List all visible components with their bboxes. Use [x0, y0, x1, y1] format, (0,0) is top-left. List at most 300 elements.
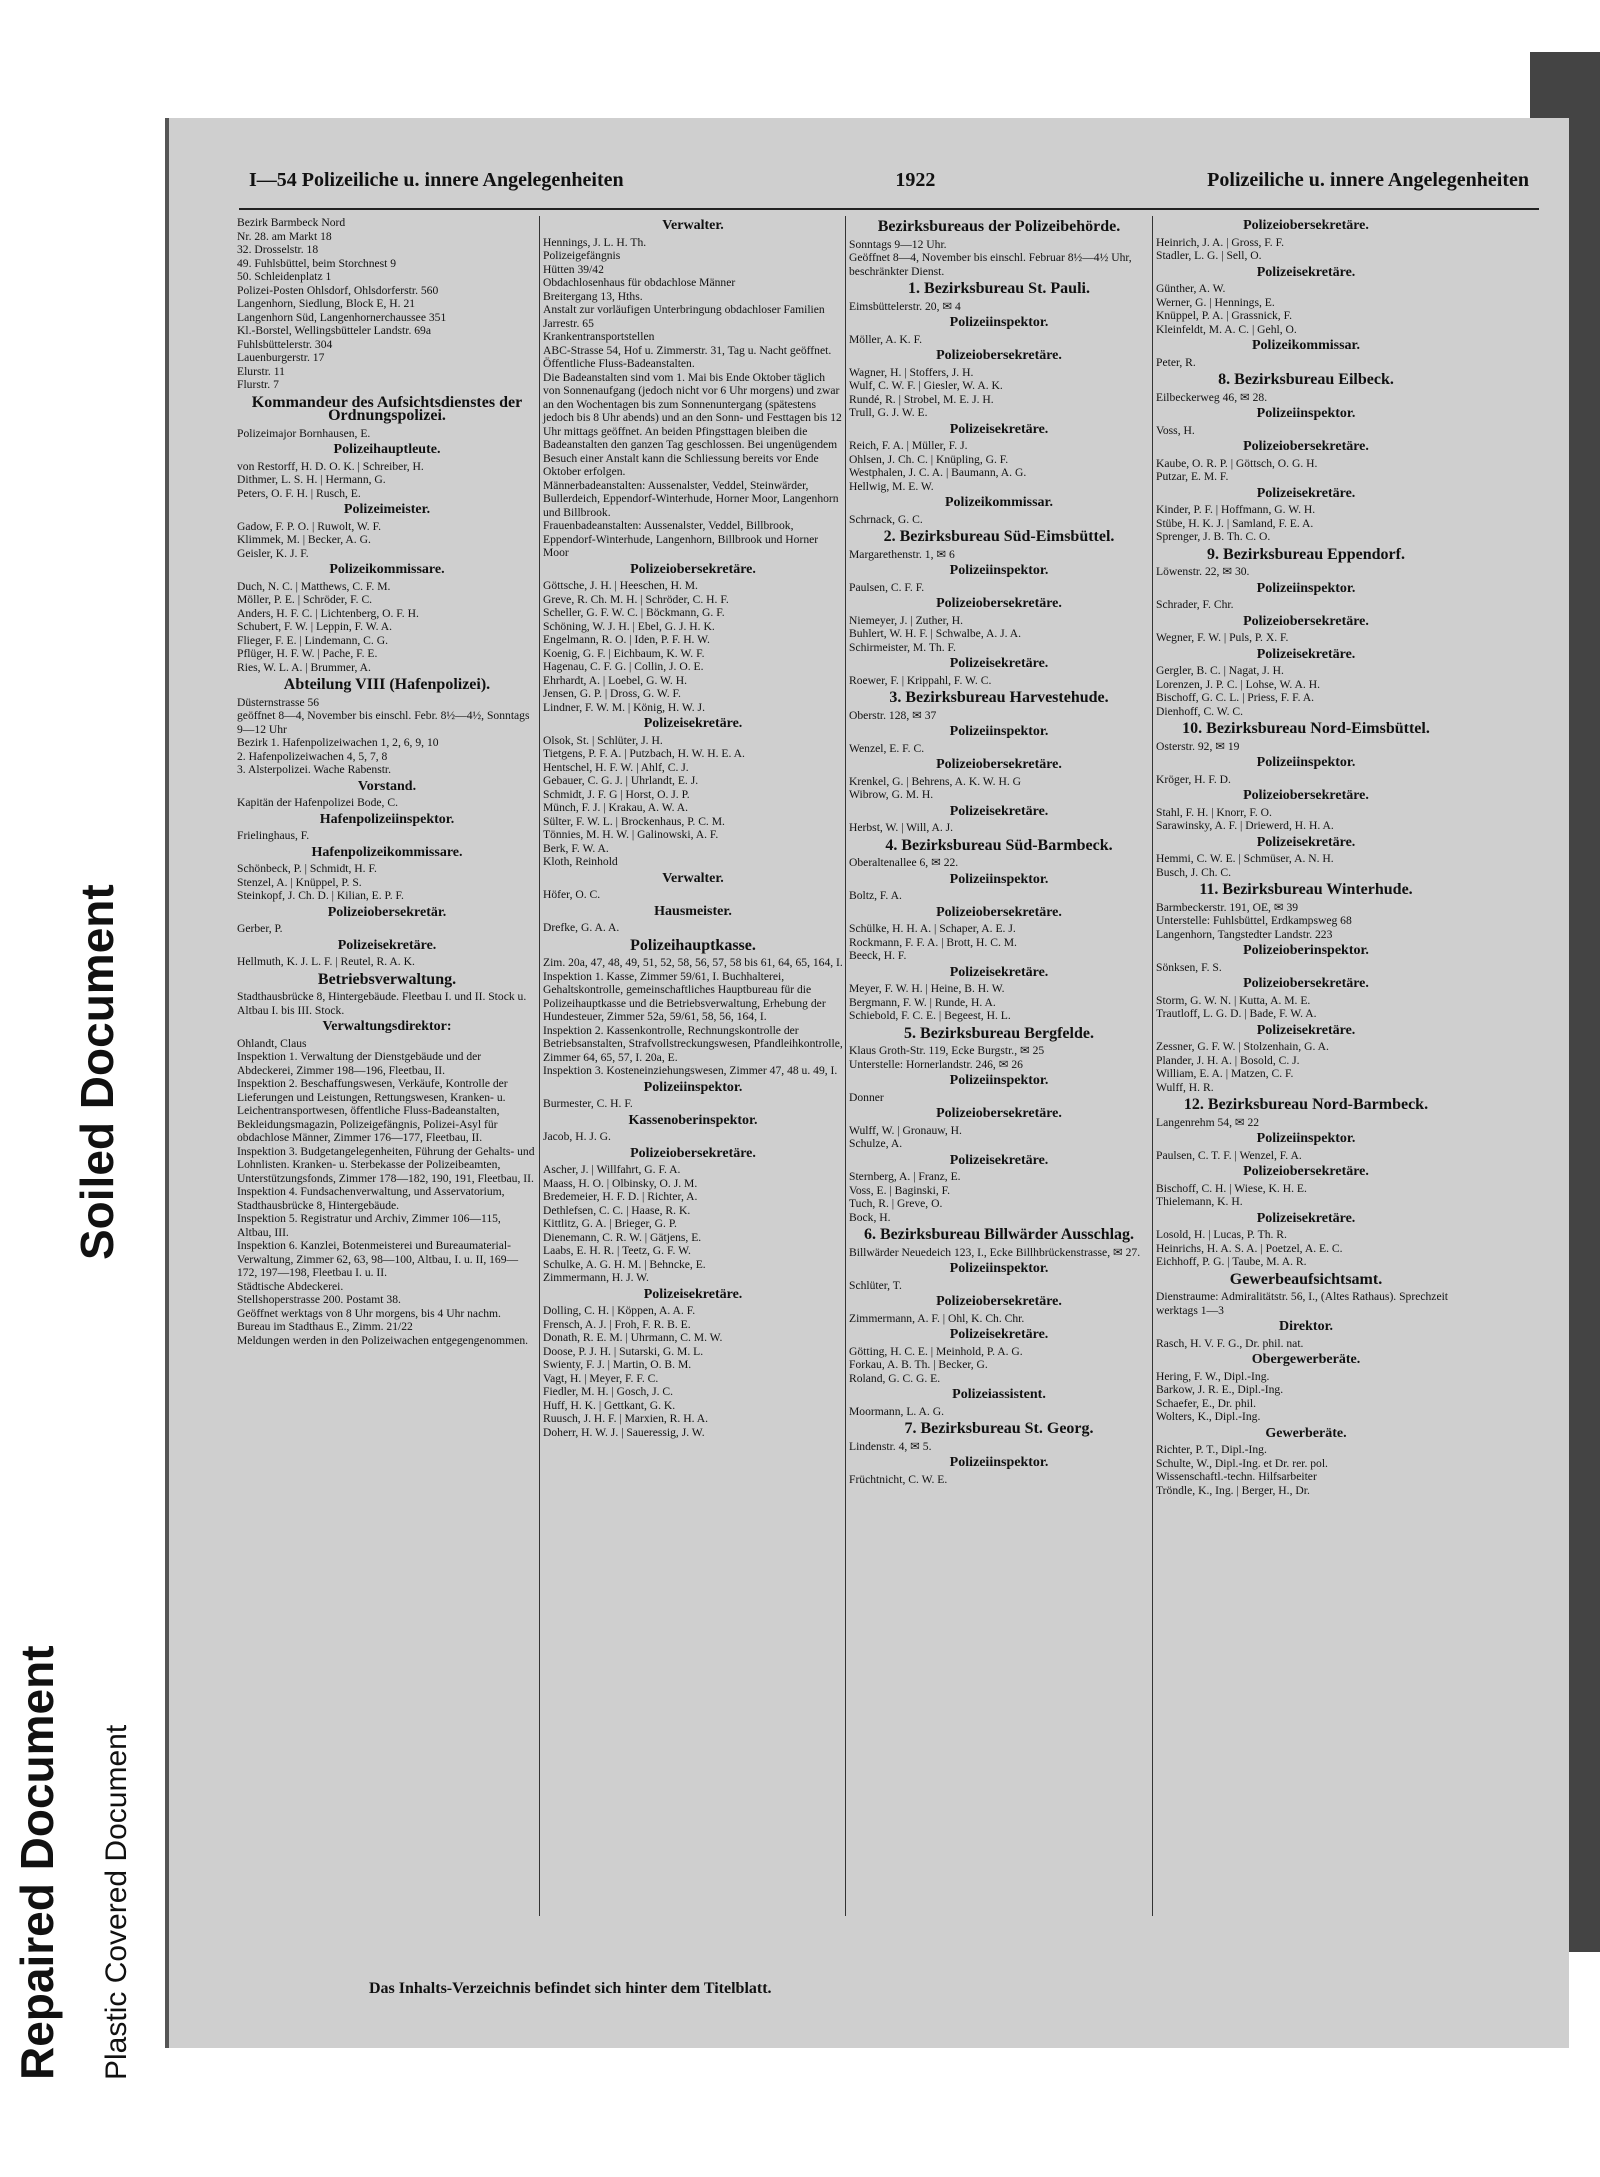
paragraph: Geöffnet 8—4, November bis einschl. Februar 8½—4½ Uhr, beschränkter Dienst.	[849, 251, 1132, 278]
subsection-heading: Polizeisekretäre.	[949, 421, 1049, 437]
list-item: Öffentliche Fluss-Badeanstalten.	[543, 357, 695, 370]
paragraph: Meldungen werden in den Polizeiwachen entgegengenommen.	[237, 1333, 529, 1347]
list-item: Düsternstrasse 56	[237, 695, 320, 709]
list-item: Schöning, W. J. H. | Ebel, G. J. H. K.	[543, 619, 715, 633]
subsection-heading: Vorstand.	[357, 778, 417, 794]
list-item: Scheller, G. F. W. C. | Böckmann, G. F.	[543, 606, 725, 619]
list-item: Oberstr. 128, ✉ 37	[849, 708, 937, 722]
list-item: Göttsche, J. H. | Heeschen, H. M.	[543, 579, 698, 592]
list-item: Schmidt, J. F. G | Horst, O. J. P.	[543, 787, 690, 801]
list-item: Huff, H. K. | Gettkant, G. K.	[543, 1398, 676, 1412]
list-item: Krankentransportstellen	[543, 330, 655, 343]
list-item: Kleinfeldt, M. A. C. | Gehl, O.	[1156, 322, 1297, 336]
subsection-heading: Polizeiobersekretäre.	[1243, 788, 1369, 803]
list-item: Bischoff, G. C. L. | Priess, F. F. A.	[1156, 691, 1315, 704]
list-item: Reich, F. A. | Müller, F. J.	[849, 439, 968, 452]
list-item: Anders, H. F. C. | Lichtenberg, O. F. H.	[237, 606, 419, 620]
paragraph: Frauenbadeanstalten: Aussenalster, Veddel, Billbrook, Eppendorf-Winterhude, Langenhorn, Billbrook und Horner Moor	[543, 519, 819, 559]
subsection-heading: Verwaltungsdirektor:	[322, 1019, 452, 1034]
list-item: Ohlandt, Claus	[237, 1036, 307, 1050]
list-item: Barmbeckerstr. 191, OE, ✉ 39	[1156, 900, 1299, 914]
subsection-heading: Hafenpolizeikommissare.	[311, 844, 463, 860]
subsection-heading: Polizeiassistent.	[952, 1387, 1046, 1402]
paragraph: Die Badeanstalten sind vom 1. Mai bis Ende Oktober täglich von Sonnenaufgang (jedoch nicht vor 6 Uhr morgens) und zwar an den Wochentagen bis zum Sonnenuntergang (spätestens jedoch bis 8 Uhr abends) und an den Sonn- und Festtagen bis 12 Uhr mittags geöffnet. An beiden Pfingsttagen bleiben die Badeanstalten den ganzen Tag geschlossen. Bei ungenügendem Besuch einer Anstalt kann die Schliessung bereits vor Ende Oktober erfolgen.	[543, 370, 842, 478]
subsection-heading: Verwalter.	[662, 870, 724, 886]
section-heading: 1. Bezirksbureau St. Pauli.	[908, 280, 1090, 297]
list-item: Koenig, G. F. | Eichbaum, K. W. F.	[543, 646, 705, 660]
list-item: Stübe, H. K. J. | Samland, F. E. A.	[1156, 516, 1314, 530]
list-item: Frielinghaus, F.	[237, 829, 310, 842]
list-item: Heinrich, J. A. | Gross, F. F.	[1156, 235, 1284, 249]
list-item: Nr. 28. am Markt 18	[237, 229, 332, 243]
list-item: Bredemeier, H. F. D. | Richter, A.	[543, 1190, 698, 1203]
subsection-heading: Polizeiinspektor.	[949, 871, 1049, 887]
subsection-heading: Polizeiinspektor.	[949, 724, 1049, 739]
list-item: William, E. A. | Matzen, C. F.	[1156, 1067, 1294, 1080]
section-heading: Kommandeur des Aufsichtsdienstes der Ordnungspolizei.	[251, 393, 523, 424]
subsection-heading: Polizeiobersekretäre.	[936, 348, 1062, 363]
repaired-label: Repaired Document	[11, 1645, 63, 2080]
list-item: Sülter, F. W. L. | Brockenhaus, P. C. M.	[543, 814, 725, 828]
list-item: Barkow, J. R. E., Dipl.-Ing.	[1156, 1383, 1284, 1396]
page-header	[249, 160, 1529, 200]
list-item: Bezirk Barmbeck Nord	[237, 216, 346, 229]
list-item: Roland, G. C. G. E.	[849, 1371, 941, 1385]
subsection-heading: Polizeiobersekretäre.	[936, 757, 1062, 772]
list-item: Ascher, J. | Willfahrt, G. F. A.	[543, 1163, 681, 1176]
paragraph: geöffnet 8—4, November bis einschl. Febr. 8½—4½, Sonntags 9—12 Uhr	[237, 709, 530, 736]
list-item: Hellmuth, K. J. L. F. | Reutel, R. A. K.	[237, 955, 415, 968]
paragraph: Inspektion 2. Beschaffungswesen, Verkäufe, Kontrolle der Lieferungen und Leistungen, Rettungswesen, Kranken- u. Leichentransportwesen, öffentliche Fluss-Badeanstalten, Bekleidungsmagazin, Polizeigefängnis, Polizei-Asyl für obdachlose Männer, Zimmer 176—177, Fleetbau, II.	[237, 1077, 508, 1144]
subsection-heading: Polizeikommissar.	[1252, 338, 1360, 353]
subsection-heading: Obergewerberäte.	[1251, 1352, 1361, 1367]
list-item: Sarawinsky, A. F. | Driewerd, H. H. A.	[1156, 819, 1334, 832]
list-item: Peter, R.	[1156, 355, 1196, 369]
list-item: Berk, F. W. A.	[543, 841, 609, 855]
list-item: Wolters, K., Dipl.-Ing.	[1156, 1410, 1261, 1423]
list-item: Jensen, G. P. | Dross, G. W. F.	[543, 687, 681, 700]
list-item: Pflüger, H. F. W. | Pache, F. E.	[237, 647, 378, 660]
column-1	[237, 216, 537, 1347]
subsection-heading: Direktor.	[1278, 1319, 1334, 1334]
list-item: Paulsen, C. F. F.	[849, 580, 925, 594]
list-item: Schubert, F. W. | Leppin, F. W. A.	[237, 620, 393, 633]
list-item: Oberaltenallee 6, ✉ 22.	[849, 856, 959, 869]
list-item: Schulze, A.	[849, 1137, 903, 1150]
section-heading: Betriebsverwaltung.	[317, 970, 457, 988]
column-3	[849, 216, 1149, 1486]
subsection-heading: Polizeisekretäre.	[643, 1286, 743, 1302]
list-item: Obdachlosenhaus für obdachlose Männer	[543, 276, 736, 289]
list-item: 49. Fuhlsbüttel, beim Storchnest 9	[237, 256, 397, 270]
subsection-heading: Polizeisekretäre.	[643, 716, 743, 731]
list-item: Unterstelle: Hornerlandstr. 246, ✉ 26	[849, 1057, 1023, 1071]
list-item: Niemeyer, J. | Zuther, H.	[849, 613, 964, 627]
list-item: Donner	[849, 1090, 884, 1104]
list-item: Schülke, H. H. A. | Schaper, A. E. J.	[849, 922, 1016, 935]
list-item: Schaefer, E., Dr. phil.	[1156, 1396, 1256, 1410]
list-item: Krenkel, G. | Behrens, A. K. W. H. G	[849, 774, 1022, 788]
list-item: Tröndle, K., Ing. | Berger, H., Dr.	[1156, 1483, 1310, 1497]
list-item: Höfer, O. C.	[543, 888, 601, 901]
paragraph: Inspektion 4. Fundsachenverwaltung, und Asservatorium, Stadthausbrücke 8, Hintergebäude.	[237, 1185, 505, 1212]
list-item: Vagt, H. | Meyer, F. F. C.	[543, 1371, 659, 1385]
subsection-heading: Verwalter.	[662, 218, 724, 233]
list-item: Langenrehm 54, ✉ 22	[1156, 1115, 1260, 1129]
list-item: Ohlsen, J. Ch. C. | Knüpling, G. F.	[849, 452, 1009, 466]
list-item: Trautloff, L. G. D. | Bade, F. W. A.	[1156, 1007, 1317, 1020]
soiled-label: Soiled Document	[71, 884, 123, 1260]
list-item: Sternberg, A. | Franz, E.	[849, 1170, 961, 1183]
list-item: Geisler, K. J. F.	[237, 546, 309, 560]
list-item: Kl.-Borstel, Wellingsbütteler Landstr. 69a	[237, 324, 431, 337]
paragraph: Männerbadeanstalten: Aussenalster, Veddel, Steinwärder, Bullerdeich, Eppendorf-Winterhude, Horner Moor, Langenhorn und Billbrook.	[543, 478, 839, 519]
subsection-heading: Polizeiinspektor.	[949, 1073, 1049, 1088]
subsection-heading: Polizeiobersekretäre.	[1243, 976, 1369, 991]
subsection-heading: Polizeikommissar.	[945, 495, 1053, 510]
list-item: Flurstr. 7	[237, 378, 279, 391]
section-heading: Polizeihauptkasse.	[630, 936, 756, 954]
list-item: Laabs, E. H. R. | Teetz, G. F. W.	[543, 1244, 691, 1257]
list-item: Engelmann, R. O. | Iden, P. F. H. W.	[543, 633, 710, 646]
list-item: Tietgens, P. F. A. | Putzbach, H. W. H. E. A.	[543, 747, 745, 760]
list-item: Kapitän der Hafenpolizei Bode, C.	[237, 796, 398, 809]
list-item: Städtische Abdeckerei.	[237, 1279, 344, 1293]
subsection-heading: Polizeiobersekretäre.	[1243, 613, 1369, 629]
subsection-heading: Polizeihauptleute.	[333, 442, 441, 457]
list-item: Wulf, C. W. F. | Giesler, W. A. K.	[849, 379, 1003, 392]
list-item: Schrader, F. Chr.	[1156, 598, 1234, 611]
section-heading: 3. Bezirksbureau Harvestehude.	[889, 689, 1109, 706]
list-item: Hagenau, C. F. G. | Collin, J. O. E.	[543, 660, 704, 673]
subsection-heading: Hafenpolizeiinspektor.	[319, 811, 455, 827]
list-item: Polizei-Posten Ohlsdorf, Ohlsdorferstr. 560	[237, 283, 439, 297]
subsection-heading: Polizeiinspektor.	[1256, 406, 1356, 421]
list-item: 2. Hafenpolizeiwachen 4, 5, 7, 8	[237, 749, 388, 763]
header-right: Polizeiliche u. innere Angelegenheiten	[1207, 168, 1529, 191]
list-item: Roewer, F. | Krippahl, F. W. C.	[849, 673, 992, 687]
list-item: Ruusch, J. H. F. | Marxien, R. H. A.	[543, 1412, 708, 1425]
list-item: Jarrestr. 65	[543, 316, 594, 330]
section-heading: 11. Bezirksbureau Winterhude.	[1199, 881, 1413, 898]
list-item: Schirmeister, M. Th. F.	[849, 640, 956, 654]
paragraph: Inspektion 6. Kanzlei, Botenmeisterei und Bureaumaterial-Verwaltung, Zimmer 62, 63, 98—100, Altbau, I. u. II, 169—172, 197—198, Fleetbau I. u. II.	[237, 1239, 519, 1279]
paragraph: Stadthausbrücke 8, Hintergebäude. Fleetbau I. und II. Stock u. Altbau I. bis III. Stock.	[237, 990, 527, 1017]
list-item: Boltz, F. A.	[849, 889, 902, 902]
list-item: Hennings, J. L. H. Th.	[543, 235, 647, 249]
list-item: Wegner, F. W. | Puls, P. X. F.	[1156, 631, 1289, 644]
list-item: Burmester, C. H. F.	[543, 1097, 633, 1110]
paragraph: ABC-Strasse 54, Hof u. Zimmerstr. 31, Tag u. Nacht geöffnet.	[543, 343, 832, 357]
column-divider	[1152, 216, 1153, 1916]
list-item: Frensch, A. J. | Froh, F. R. B. E.	[543, 1317, 691, 1331]
subsection-heading: Polizeiinspektor.	[1256, 1131, 1356, 1146]
list-item: Schrnack, G. C.	[849, 512, 923, 526]
subsection-heading: Polizeiinspektor.	[949, 563, 1049, 578]
list-item: Stellshoperstrasse 200. Postamt 38.	[237, 1293, 401, 1306]
section-heading: 10. Bezirksbureau Nord-Eimsbüttel.	[1182, 720, 1430, 737]
column-4	[1156, 216, 1456, 1497]
list-item: Klimmek, M. | Becker, A. G.	[237, 533, 371, 546]
subsection-heading: Polizeiinspektor.	[949, 1455, 1049, 1470]
list-item: Hemmi, C. W. E. | Schmüser, A. N. H.	[1156, 852, 1334, 865]
list-item: Westphalen, J. C. A. | Baumann, A. G.	[849, 466, 1027, 479]
subsection-heading: Polizeisekretäre.	[1256, 646, 1356, 662]
list-item: Meyer, F. W. H. | Heine, B. H. W.	[849, 982, 1005, 995]
subsection-heading: Polizeiobersekretäre.	[630, 561, 756, 577]
list-item: Gadow, F. P. O. | Ruwolt, W. F.	[237, 519, 382, 533]
list-item: Moormann, L. A. G.	[849, 1404, 944, 1418]
subsection-heading: Polizeiinspektor.	[1256, 755, 1356, 770]
list-item: Dethlefsen, C. C. | Haase, R. K.	[543, 1203, 691, 1217]
list-item: Duch, N. C. | Matthews, C. F. M.	[237, 579, 391, 593]
list-item: Polizeigefängnis	[543, 249, 621, 262]
subsection-heading: Polizeisekretäre.	[1256, 1210, 1356, 1226]
list-item: Herbst, W. | Will, A. J.	[849, 821, 954, 834]
section-heading: 8. Bezirksbureau Eilbeck.	[1218, 371, 1394, 388]
list-item: Margarethenstr. 1, ✉ 6	[849, 547, 955, 561]
subsection-heading: Polizeiobersekretäre.	[1243, 439, 1369, 454]
subsection-heading: Polizeiobersekretäre.	[936, 1106, 1062, 1121]
list-item: Sonntags 9—12 Uhr.	[849, 237, 947, 251]
list-item: Wissenschaftl.-techn. Hilfsarbeiter	[1156, 1470, 1317, 1483]
list-item: Zimmermann, H. J. W.	[543, 1271, 649, 1284]
paragraph: Inspektion 3. Budgetangelegenheiten, Führung der Gehalts- und Lohnlisten. Kranken- u. Sterbekasse der Polizeibeamten, Unterstützungsfonds, Zimmer 178—182, 190, 191, Fleetbau, II.	[237, 1144, 535, 1185]
list-item: Jacob, H. J. G.	[543, 1130, 611, 1143]
list-item: Schulke, A. G. H. M. | Behncke, E.	[543, 1257, 706, 1271]
list-item: Lauenburgerstr. 17	[237, 351, 325, 364]
subsection-heading: Polizeiobersekretäre.	[1243, 218, 1369, 233]
subsection-heading: Polizeiinspektor.	[949, 315, 1049, 330]
subsection-heading: Polizeisekretäre.	[949, 964, 1049, 980]
paragraph: Inspektion 2. Kassenkontrolle, Rechnungskontrolle der Betriebsanstalten, Strafvollstreckungswesen, Pfandleihkontrolle, Zimmer 64, 65, 57, I. 20a, E.	[543, 1023, 843, 1064]
list-item: Wibrow, G. M. H.	[849, 788, 934, 801]
list-item: Osterstr. 92, ✉ 19	[1156, 739, 1240, 753]
list-item: Putzar, E. M. F.	[1156, 470, 1229, 483]
list-item: Polizeimajor Bornhausen, E.	[237, 426, 371, 440]
list-item: Kinder, P. F. | Hoffmann, G. W. H.	[1156, 503, 1316, 516]
list-item: Bergmann, F. W. | Runde, H. A.	[849, 995, 996, 1009]
list-item: Busch, J. Ch. C.	[1156, 865, 1232, 879]
list-item: Unterstelle: Fuhlsbüttel, Erdkampsweg 68	[1156, 914, 1352, 927]
list-item: Richter, P. T., Dipl.-Ing.	[1156, 1443, 1267, 1456]
list-item: Tuch, R. | Greve, O.	[849, 1197, 943, 1210]
paragraph: Geöffnet werktags von 8 Uhr morgens, bis 4 Uhr nachm. Bureau im Stadthaus E., Zimm. 21/22	[237, 1306, 501, 1333]
list-item: Rundé, R. | Strobel, M. E. J. H.	[849, 392, 994, 406]
list-item: Götting, H. C. E. | Meinhold, P. A. G.	[849, 1344, 1023, 1358]
list-item: Dolling, C. H. | Köppen, A. A. F.	[543, 1304, 696, 1317]
list-item: Dithmer, L. S. H. | Hermann, G.	[237, 473, 386, 486]
subsection-heading: Polizeiobersekretäre.	[936, 596, 1062, 611]
paragraph: Inspektion 1. Kasse, Zimmer 59/61, I. Buchhalterei, Gehaltskontrolle, gemeinschaftliches Hauptbureau für die Polizeihauptkasse und die Betriebsverwaltung, Erhebung der Hundesteuer, Zimmer 52a, 59/61, 58, 56, 164, I.	[543, 969, 826, 1023]
subsection-heading: Polizeisekretäre.	[949, 1327, 1049, 1342]
list-item: Eilbeckerweg 46, ✉ 28.	[1156, 390, 1268, 404]
list-item: Tönnies, M. H. W. | Galinowski, A. F.	[543, 828, 719, 841]
list-item: Breitergang 13, Hths.	[543, 289, 643, 303]
list-item: Rasch, H. V. F. G., Dr. phil. nat.	[1156, 1336, 1304, 1350]
list-item: Schiebold, F. C. E. | Begeest, H. L.	[849, 1009, 1011, 1022]
subsection-heading: Hausmeister.	[654, 903, 732, 919]
list-item: Bezirk 1. Hafenpolizeiwachen 1, 2, 6, 9, 10	[237, 736, 439, 749]
list-item: Rockmann, F. F. A. | Brott, H. C. M.	[849, 935, 1017, 949]
header-year: 1922	[895, 168, 936, 191]
list-item: Möller, P. E. | Schröder, F. C.	[237, 593, 373, 606]
list-item: Voss, E. | Baginski, F.	[849, 1183, 951, 1197]
column-2	[543, 216, 843, 1439]
subsection-heading: Kassenoberinspektor.	[628, 1112, 758, 1128]
list-item: Zimmermann, A. F. | Ohl, K. Ch. Chr.	[849, 1311, 1025, 1325]
list-item: Drefke, G. A. A.	[543, 921, 620, 934]
list-item: Beeck, H. F.	[849, 949, 907, 962]
paragraph: Dienstraume: Admiralitätstr. 56, I., (Altes Rathaus). Sprechzeit werktags 1—3	[1156, 1290, 1449, 1317]
column-divider	[845, 216, 846, 1916]
column-divider	[539, 216, 540, 1916]
list-item: Langenhorn, Tangstedter Landstr. 223	[1156, 927, 1333, 941]
list-item: Kittlitz, G. A. | Brieger, G. P.	[543, 1217, 677, 1230]
list-item: Dienemann, C. R. W. | Gätjens, E.	[543, 1230, 702, 1244]
list-item: Klaus Groth-Str. 119, Ecke Burgstr., ✉ 25	[849, 1044, 1045, 1057]
list-item: Hütten 39/42	[543, 262, 604, 276]
list-item: Möller, A. K. F.	[849, 332, 923, 346]
list-item: Früchtnicht, C. W. E.	[849, 1472, 948, 1486]
list-item: Fiedler, M. H. | Gosch, J. C.	[543, 1385, 674, 1398]
paragraph: Anstalt zur vorläufigen Unterbringung obdachloser Familien	[543, 303, 825, 316]
list-item: Storm, G. W. N. | Kutta, A. M. E.	[1156, 993, 1311, 1007]
list-item: Peters, O. F. H. | Rusch, E.	[237, 486, 361, 500]
subsection-heading: Gewerberäte.	[1265, 1425, 1347, 1441]
subsection-heading: Polizeisekretäre.	[1256, 1022, 1356, 1038]
subsection-heading: Polizeiinspektor.	[643, 1079, 743, 1095]
subsection-heading: Polizeiinspektor.	[1256, 580, 1356, 596]
header-rule	[239, 208, 1539, 210]
list-item: Knüppel, P. A. | Grassnick, F.	[1156, 309, 1293, 322]
footer-note: Das Inhalts-Verzeichnis befindet sich hinter dem Titelblatt.	[369, 1980, 772, 1997]
paragraph: Billwärder Neuedeich 123, I., Ecke Billhbrückenstrasse, ✉ 27.	[849, 1245, 1141, 1259]
list-item: Fuhlsbüttelerstr. 304	[237, 337, 333, 351]
list-item: Zessner, G. F. W. | Stolzenhain, G. A.	[1156, 1040, 1329, 1053]
list-item: Eichhoff, P. G. | Taube, M. A. R.	[1156, 1255, 1307, 1268]
subsection-heading: Polizeisekretäre.	[337, 937, 437, 953]
list-item: Doose, P. J. H. | Sutarski, G. M. L.	[543, 1344, 704, 1358]
subsection-heading: Polizeioberinspektor.	[1243, 943, 1369, 958]
list-item: Hentschel, H. F. W. | Ahlf, C. J.	[543, 760, 689, 774]
list-item: Gerber, P.	[237, 922, 283, 935]
section-heading: 5. Bezirksbureau Bergfelde.	[904, 1024, 1094, 1042]
list-item: Thielemann, K. H.	[1156, 1195, 1243, 1208]
subsection-heading: Polizeiobersekretäre.	[1243, 1164, 1369, 1179]
subsection-heading: Polizeisekretäre.	[949, 1152, 1049, 1168]
list-item: Plander, J. H. A. | Bosold, C. J.	[1156, 1053, 1300, 1067]
subsection-heading: Polizeiobersekretäre.	[936, 904, 1062, 920]
list-item: Kloth, Reinhold	[543, 855, 618, 868]
list-item: Trull, G. J. W. E.	[849, 406, 928, 419]
list-item: Bock, H.	[849, 1210, 891, 1224]
list-item: Hellwig, M. E. W.	[849, 479, 934, 493]
section-heading: Abteilung VIII (Hafenpolizei).	[283, 676, 491, 693]
list-item: Wulff, H. R.	[1156, 1080, 1214, 1094]
list-item: Günther, A. W.	[1156, 282, 1226, 295]
list-item: Langenhorn Süd, Langenhornerchaussee 351	[237, 310, 447, 324]
list-item: Gergler, B. C. | Nagat, J. H.	[1156, 664, 1284, 677]
list-item: Elurstr. 11	[237, 364, 285, 378]
subsection-heading: Polizeisekretäre.	[1256, 264, 1356, 280]
paragraph: Zim. 20a, 47, 48, 49, 51, 52, 58, 56, 57, 58 bis 61, 64, 65, 164, I.	[543, 956, 843, 969]
list-item: Heinrichs, H. A. S. A. | Poetzel, A. E. C.	[1156, 1241, 1343, 1255]
list-item: Kaube, O. R. P. | Göttsch, O. G. H.	[1156, 456, 1318, 470]
list-item: Lindenstr. 4, ✉ 5.	[849, 1439, 932, 1453]
list-item: Forkau, A. B. Th. | Becker, G.	[849, 1358, 988, 1371]
list-item: Sprenger, J. B. Th. C. O.	[1156, 530, 1271, 543]
list-item: Swienty, F. J. | Martin, O. B. M.	[543, 1358, 692, 1371]
subsection-heading: Polizeiobersekretäre.	[630, 1145, 756, 1161]
subsection-heading: Polizeisekretäre.	[949, 656, 1049, 671]
list-item: Wenzel, E. F. C.	[849, 741, 925, 755]
list-item: Schlüter, T.	[849, 1278, 902, 1292]
paragraph: Inspektion 3. Kosteneinziehungswesen, Zimmer 47, 48 u. 49, I.	[543, 1064, 838, 1077]
list-item: Stadler, L. G. | Sell, O.	[1156, 249, 1262, 262]
list-item: Gebauer, C. G. J. | Uhrlandt, E. J.	[543, 774, 699, 787]
list-item: Wulff, W. | Gronauw, H.	[849, 1123, 962, 1137]
list-item: Stahl, F. H. | Knorr, F. O.	[1156, 805, 1272, 819]
list-item: Lindner, F. W. M. | König, H. W. J.	[543, 700, 705, 714]
section-heading: 7. Bezirksbureau St. Georg.	[904, 1420, 1094, 1437]
section-heading: Bezirksbureaus der Polizeibehörde.	[877, 218, 1121, 235]
list-item: Doherr, H. W. J. | Saueressig, J. W.	[543, 1425, 705, 1439]
list-item: Werner, G. | Hennings, E.	[1156, 295, 1275, 309]
section-heading: Gewerbeaufsichtsamt.	[1229, 1270, 1383, 1288]
list-item: Sönksen, F. S.	[1156, 960, 1222, 974]
section-heading: 12. Bezirksbureau Nord-Barmbeck.	[1183, 1096, 1429, 1113]
list-item: Steinkopf, J. Ch. D. | Kilian, E. P. F.	[237, 889, 404, 902]
list-item: 50. Schleidenplatz 1	[237, 270, 332, 283]
subsection-heading: Polizeimeister.	[343, 502, 431, 517]
list-item: von Restorff, H. D. O. K. | Schreiber, H.	[237, 459, 424, 473]
section-heading: 4. Bezirksbureau Süd-Barmbeck.	[885, 836, 1113, 854]
list-item: Löwenstr. 22, ✉ 30.	[1156, 565, 1250, 578]
header-left: I—54 Polizeiliche u. innere Angelegenheiten	[249, 168, 624, 191]
document-page	[165, 118, 1569, 2048]
list-item: Voss, H.	[1156, 423, 1195, 437]
subsection-heading: Polizeisekretäre.	[1256, 485, 1356, 501]
section-heading: 9. Bezirksbureau Eppendorf.	[1207, 545, 1405, 563]
list-item: Bischoff, C. H. | Wiese, K. H. E.	[1156, 1181, 1307, 1195]
list-item: Buhlert, W. H. F. | Schwalbe, A. J. A.	[849, 627, 1022, 640]
plastic-label: Plastic Covered Document	[100, 1724, 133, 2080]
list-item: Wagner, H. | Stoffers, J. H.	[849, 365, 974, 379]
list-item: Stenzel, A. | Knüppel, P. S.	[237, 875, 362, 889]
list-item: Schönbeck, P. | Schmidt, H. F.	[237, 862, 377, 875]
list-item: Schulte, W., Dipl.-Ing. et Dr. rer. pol.	[1156, 1456, 1328, 1470]
subsection-heading: Polizeiobersekretäre.	[936, 1294, 1062, 1309]
subsection-heading: Polizeisekretäre.	[949, 803, 1049, 819]
list-item: Lorenzen, J. P. C. | Lohse, W. A. H.	[1156, 677, 1320, 691]
list-item: Maass, H. O. | Olbinsky, O. J. M.	[543, 1176, 698, 1190]
list-item: Ehrhardt, A. | Loebel, G. W. H.	[543, 673, 687, 687]
list-item: Hering, F. W., Dipl.-Ing.	[1156, 1369, 1270, 1383]
list-item: Münch, F. J. | Krakau, A. W. A.	[543, 801, 689, 814]
paragraph: Inspektion 1. Verwaltung der Dienstgebäude und der Abdeckerei, Zimmer 198—196, Fleetbau, II.	[237, 1050, 482, 1077]
list-item: Eimsbüttelerstr. 20, ✉ 4	[849, 299, 961, 313]
subsection-heading: Polizeiobersekretär.	[327, 904, 447, 920]
list-item: 32. Drosselstr. 18	[237, 243, 319, 256]
list-item: Langenhorn, Siedlung, Block E, H. 21	[237, 297, 416, 310]
list-item: Olsok, St. | Schlüter, J. H.	[543, 733, 663, 747]
list-item: Ries, W. L. A. | Brummer, A.	[237, 660, 371, 674]
list-item: Dienhoff, C. W. C.	[1156, 704, 1244, 718]
subsection-heading: Polizeikommissare.	[329, 562, 445, 577]
list-item: Flieger, F. E. | Lindemann, C. G.	[237, 633, 388, 647]
list-item: Paulsen, C. T. F. | Wenzel, F. A.	[1156, 1148, 1302, 1162]
